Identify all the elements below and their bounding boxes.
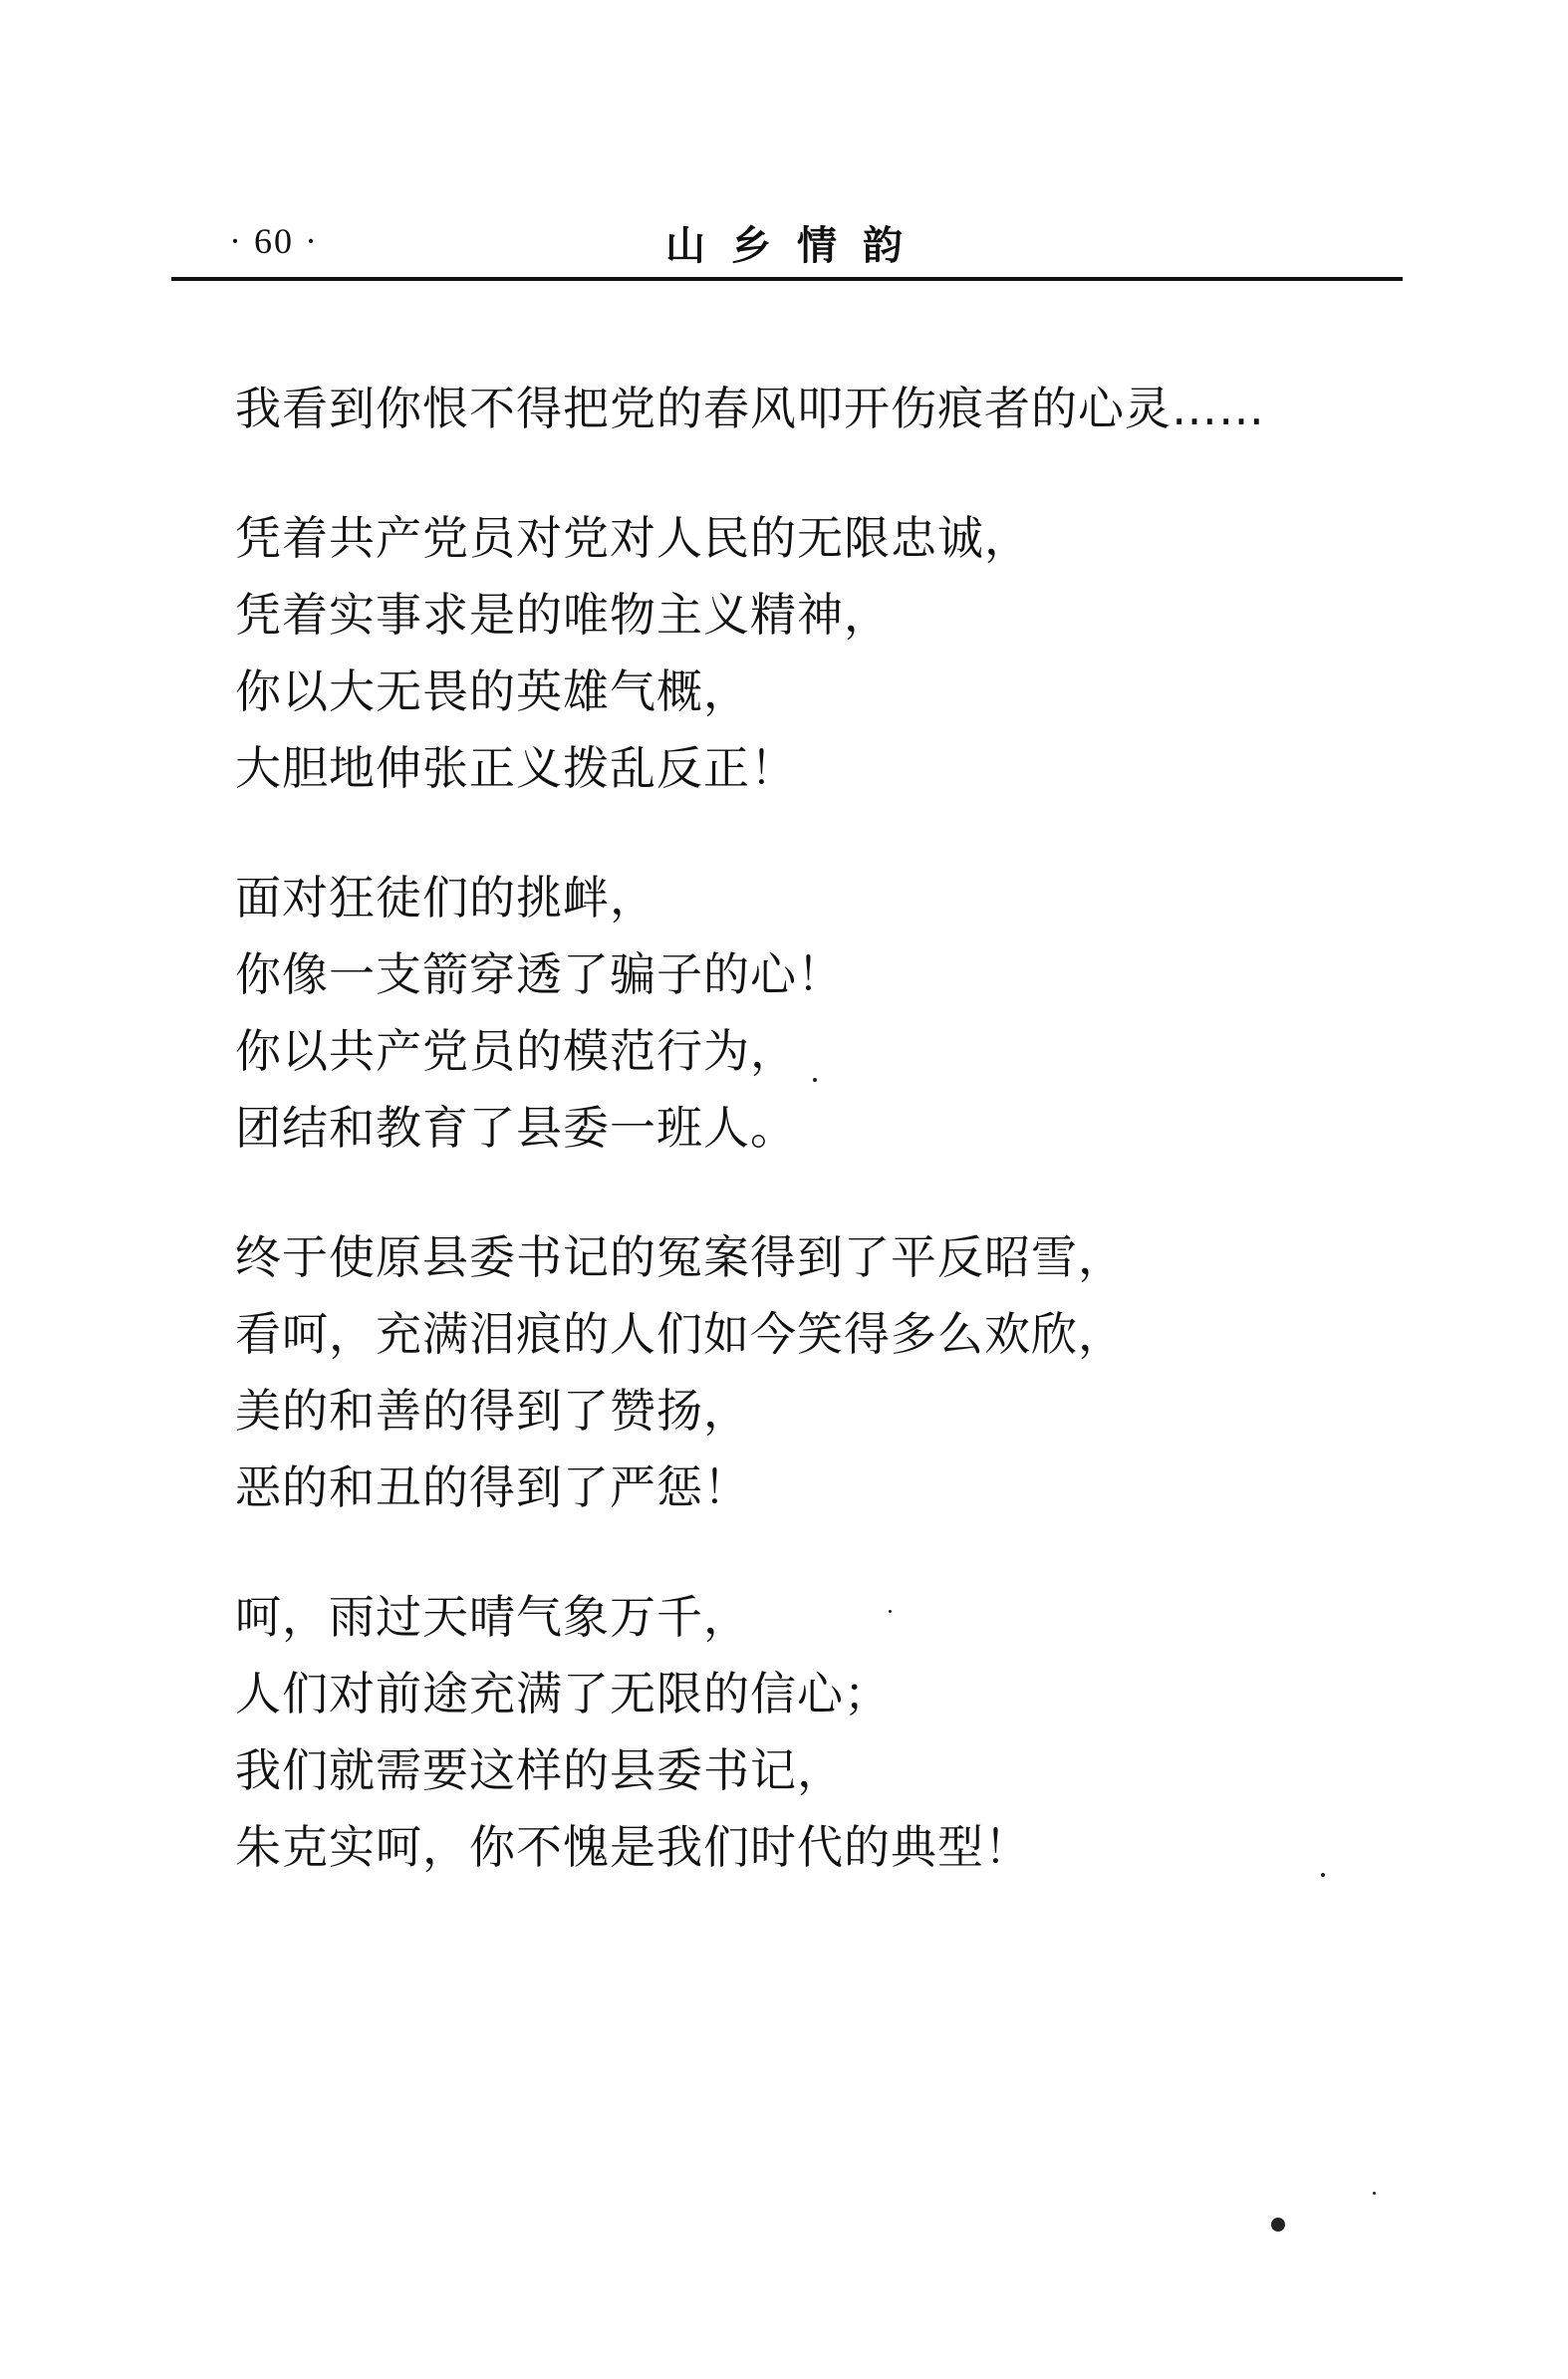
scan-speck xyxy=(1373,2192,1376,2195)
book-title: 山乡情韵 xyxy=(665,223,928,269)
poem-line: 你以共产党员的模范行为， xyxy=(235,1024,797,1078)
poem-line: 凭着共产党员对党对人民的无限忠诚， xyxy=(235,511,1031,565)
poem-line: 凭着实事求是的唯物主义精神， xyxy=(235,588,891,642)
poem-line: 你以大无畏的英雄气概， xyxy=(235,664,750,718)
poem-line: 团结和教育了县委一班人。 xyxy=(235,1101,797,1155)
stanza-1 xyxy=(235,371,1381,447)
poem-line: 大胆地伸张正义拨乱反正！ xyxy=(235,741,797,795)
poem-line: 人们对前途充满了无限的信心； xyxy=(235,1667,891,1720)
poem-line: 终于使原县委书记的冤案得到了平反昭雪， xyxy=(235,1230,1125,1284)
poem-line: 朱克实呵，你不愧是我们时代的典型！ xyxy=(235,1820,1031,1874)
page-header xyxy=(171,204,1403,284)
header-rule xyxy=(171,277,1403,281)
scan-speck xyxy=(1321,1873,1325,1877)
scan-speck xyxy=(813,1078,817,1082)
scan-speck xyxy=(1271,2218,1285,2232)
poem-body xyxy=(235,371,1381,1939)
poem-line: 呵，雨过天晴气象万千， xyxy=(235,1590,750,1644)
stanza-4 xyxy=(235,1219,1381,1526)
poem-line: 看呵，充满泪痕的人们如今笑得多么欢欣， xyxy=(235,1307,1125,1361)
poem-line: 美的和善的得到了赞扬， xyxy=(235,1384,750,1438)
poem-line: 你像一支箭穿透了骗子的心！ xyxy=(235,947,844,1001)
page-number: · 60 · xyxy=(229,221,319,261)
stanza-5 xyxy=(235,1579,1381,1886)
poem-line: 面对狂徒们的挑衅， xyxy=(235,871,656,925)
poem-line: 我们就需要这样的县委书记， xyxy=(235,1743,844,1797)
poem-line: 我看到你恨不得把党的春风叩开伤痕者的心灵…… xyxy=(235,382,1265,435)
stanza-3 xyxy=(235,860,1381,1167)
stanza-2 xyxy=(235,500,1381,807)
scan-speck xyxy=(889,1610,892,1613)
poem-line: 恶的和丑的得到了严惩！ xyxy=(235,1460,750,1514)
